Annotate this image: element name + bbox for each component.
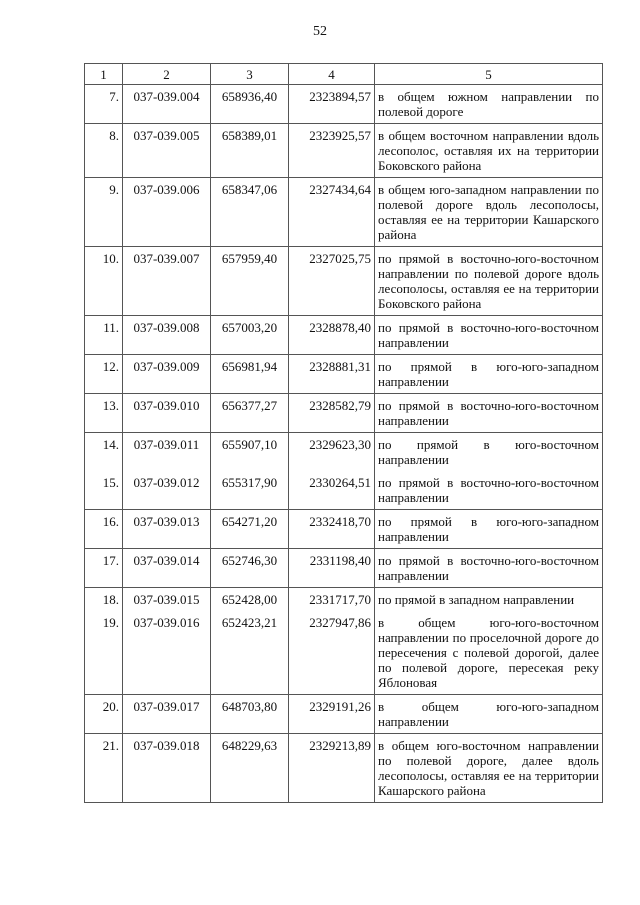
coord-y: 2330264,51 xyxy=(289,471,375,510)
point-code: 037-039.014 xyxy=(123,549,211,588)
coord-x: 652428,00 xyxy=(211,588,289,612)
point-code: 037-039.015 xyxy=(123,588,211,612)
point-code: 037-039.006 xyxy=(123,178,211,247)
point-code: 037-039.016 xyxy=(123,611,211,695)
header-col-3: 3 xyxy=(211,64,289,85)
direction-description: по прямой в восточно-юго-восточном направлении xyxy=(375,394,603,433)
coord-x: 657959,40 xyxy=(211,247,289,316)
coord-x: 648229,63 xyxy=(211,734,289,803)
point-code: 037-039.017 xyxy=(123,695,211,734)
table-row xyxy=(85,433,603,472)
row-number: 13. xyxy=(85,394,123,433)
row-number: 9. xyxy=(85,178,123,247)
table-row xyxy=(85,178,603,247)
coord-x: 654271,20 xyxy=(211,510,289,549)
row-number: 7. xyxy=(85,85,123,124)
table-row xyxy=(85,355,603,394)
direction-description: в общем юго-восточном направлении по полевой дороге, далее вдоль лесополосы, оставляя ее на территории Кашарского района xyxy=(375,734,603,803)
coord-y: 2329623,30 xyxy=(289,433,375,472)
row-number: 12. xyxy=(85,355,123,394)
direction-description: по прямой в западном направлении xyxy=(375,588,603,612)
boundary-table xyxy=(84,63,603,803)
coord-x: 652423,21 xyxy=(211,611,289,695)
row-number: 11. xyxy=(85,316,123,355)
header-col-4: 4 xyxy=(289,64,375,85)
point-code: 037-039.010 xyxy=(123,394,211,433)
table-row xyxy=(85,695,603,734)
coord-y: 2323925,57 xyxy=(289,124,375,178)
row-number: 16. xyxy=(85,510,123,549)
direction-description: в общем юго-юго-восточном направлении по проселочной дороге до пересечения с полевой дорогой, далее по полевой дороге, пересекая реку Яблоновая xyxy=(375,611,603,695)
coord-x: 656377,27 xyxy=(211,394,289,433)
row-number: 20. xyxy=(85,695,123,734)
table-row xyxy=(85,247,603,316)
coord-x: 648703,80 xyxy=(211,695,289,734)
point-code: 037-039.005 xyxy=(123,124,211,178)
coord-x: 656981,94 xyxy=(211,355,289,394)
table-row xyxy=(85,510,603,549)
point-code: 037-039.007 xyxy=(123,247,211,316)
coord-y: 2327947,86 xyxy=(289,611,375,695)
direction-description: по прямой в юго-юго-западном направлении xyxy=(375,355,603,394)
row-number: 17. xyxy=(85,549,123,588)
coord-y: 2332418,70 xyxy=(289,510,375,549)
coord-x: 658389,01 xyxy=(211,124,289,178)
table-row xyxy=(85,316,603,355)
point-code: 037-039.004 xyxy=(123,85,211,124)
header-col-2: 2 xyxy=(123,64,211,85)
coord-y: 2327025,75 xyxy=(289,247,375,316)
coord-y: 2328881,31 xyxy=(289,355,375,394)
header-col-1: 1 xyxy=(85,64,123,85)
direction-description: по прямой в восточно-юго-восточном направлении xyxy=(375,471,603,510)
direction-description: по прямой в юго-восточном направлении xyxy=(375,433,603,472)
row-number: 21. xyxy=(85,734,123,803)
direction-description: в общем восточном направлении вдоль лесополос, оставляя их на территории Боковского района xyxy=(375,124,603,178)
table-row xyxy=(85,611,603,695)
row-number: 10. xyxy=(85,247,123,316)
coord-y: 2328878,40 xyxy=(289,316,375,355)
row-number: 14. xyxy=(85,433,123,472)
point-code: 037-039.011 xyxy=(123,433,211,472)
table-row xyxy=(85,471,603,510)
coord-y: 2329213,89 xyxy=(289,734,375,803)
row-number: 18. xyxy=(85,588,123,612)
point-code: 037-039.012 xyxy=(123,471,211,510)
coord-y: 2329191,26 xyxy=(289,695,375,734)
coord-x: 652746,30 xyxy=(211,549,289,588)
row-number: 8. xyxy=(85,124,123,178)
row-number: 19. xyxy=(85,611,123,695)
coord-y: 2331717,70 xyxy=(289,588,375,612)
direction-description: по прямой в восточно-юго-восточном направлении xyxy=(375,549,603,588)
table-row xyxy=(85,549,603,588)
table-row xyxy=(85,588,603,612)
direction-description: в общем юго-западном направлении по полевой дороге вдоль лесополосы, оставляя ее на территории Кашарского района xyxy=(375,178,603,247)
direction-description: по прямой в восточно-юго-восточном направлении по полевой дороге вдоль лесополосы, оставляя ее на территории Боковского района xyxy=(375,247,603,316)
coord-x: 658347,06 xyxy=(211,178,289,247)
coord-y: 2323894,57 xyxy=(289,85,375,124)
coord-y: 2328582,79 xyxy=(289,394,375,433)
coord-x: 655317,90 xyxy=(211,471,289,510)
table-row xyxy=(85,85,603,124)
page-number: 52 xyxy=(313,24,327,39)
point-code: 037-039.013 xyxy=(123,510,211,549)
point-code: 037-039.018 xyxy=(123,734,211,803)
coord-y: 2327434,64 xyxy=(289,178,375,247)
coord-x: 657003,20 xyxy=(211,316,289,355)
point-code: 037-039.008 xyxy=(123,316,211,355)
table-header-row xyxy=(85,64,603,85)
coord-x: 658936,40 xyxy=(211,85,289,124)
direction-description: по прямой в юго-юго-западном направлении xyxy=(375,510,603,549)
table-row xyxy=(85,734,603,803)
direction-description: по прямой в восточно-юго-восточном направлении xyxy=(375,316,603,355)
coord-y: 2331198,40 xyxy=(289,549,375,588)
direction-description: в общем юго-юго-западном направлении xyxy=(375,695,603,734)
point-code: 037-039.009 xyxy=(123,355,211,394)
header-col-5: 5 xyxy=(375,64,603,85)
table-row xyxy=(85,124,603,178)
table-row xyxy=(85,394,603,433)
row-number: 15. xyxy=(85,471,123,510)
coord-x: 655907,10 xyxy=(211,433,289,472)
direction-description: в общем южном направлении по полевой дороге xyxy=(375,85,603,124)
